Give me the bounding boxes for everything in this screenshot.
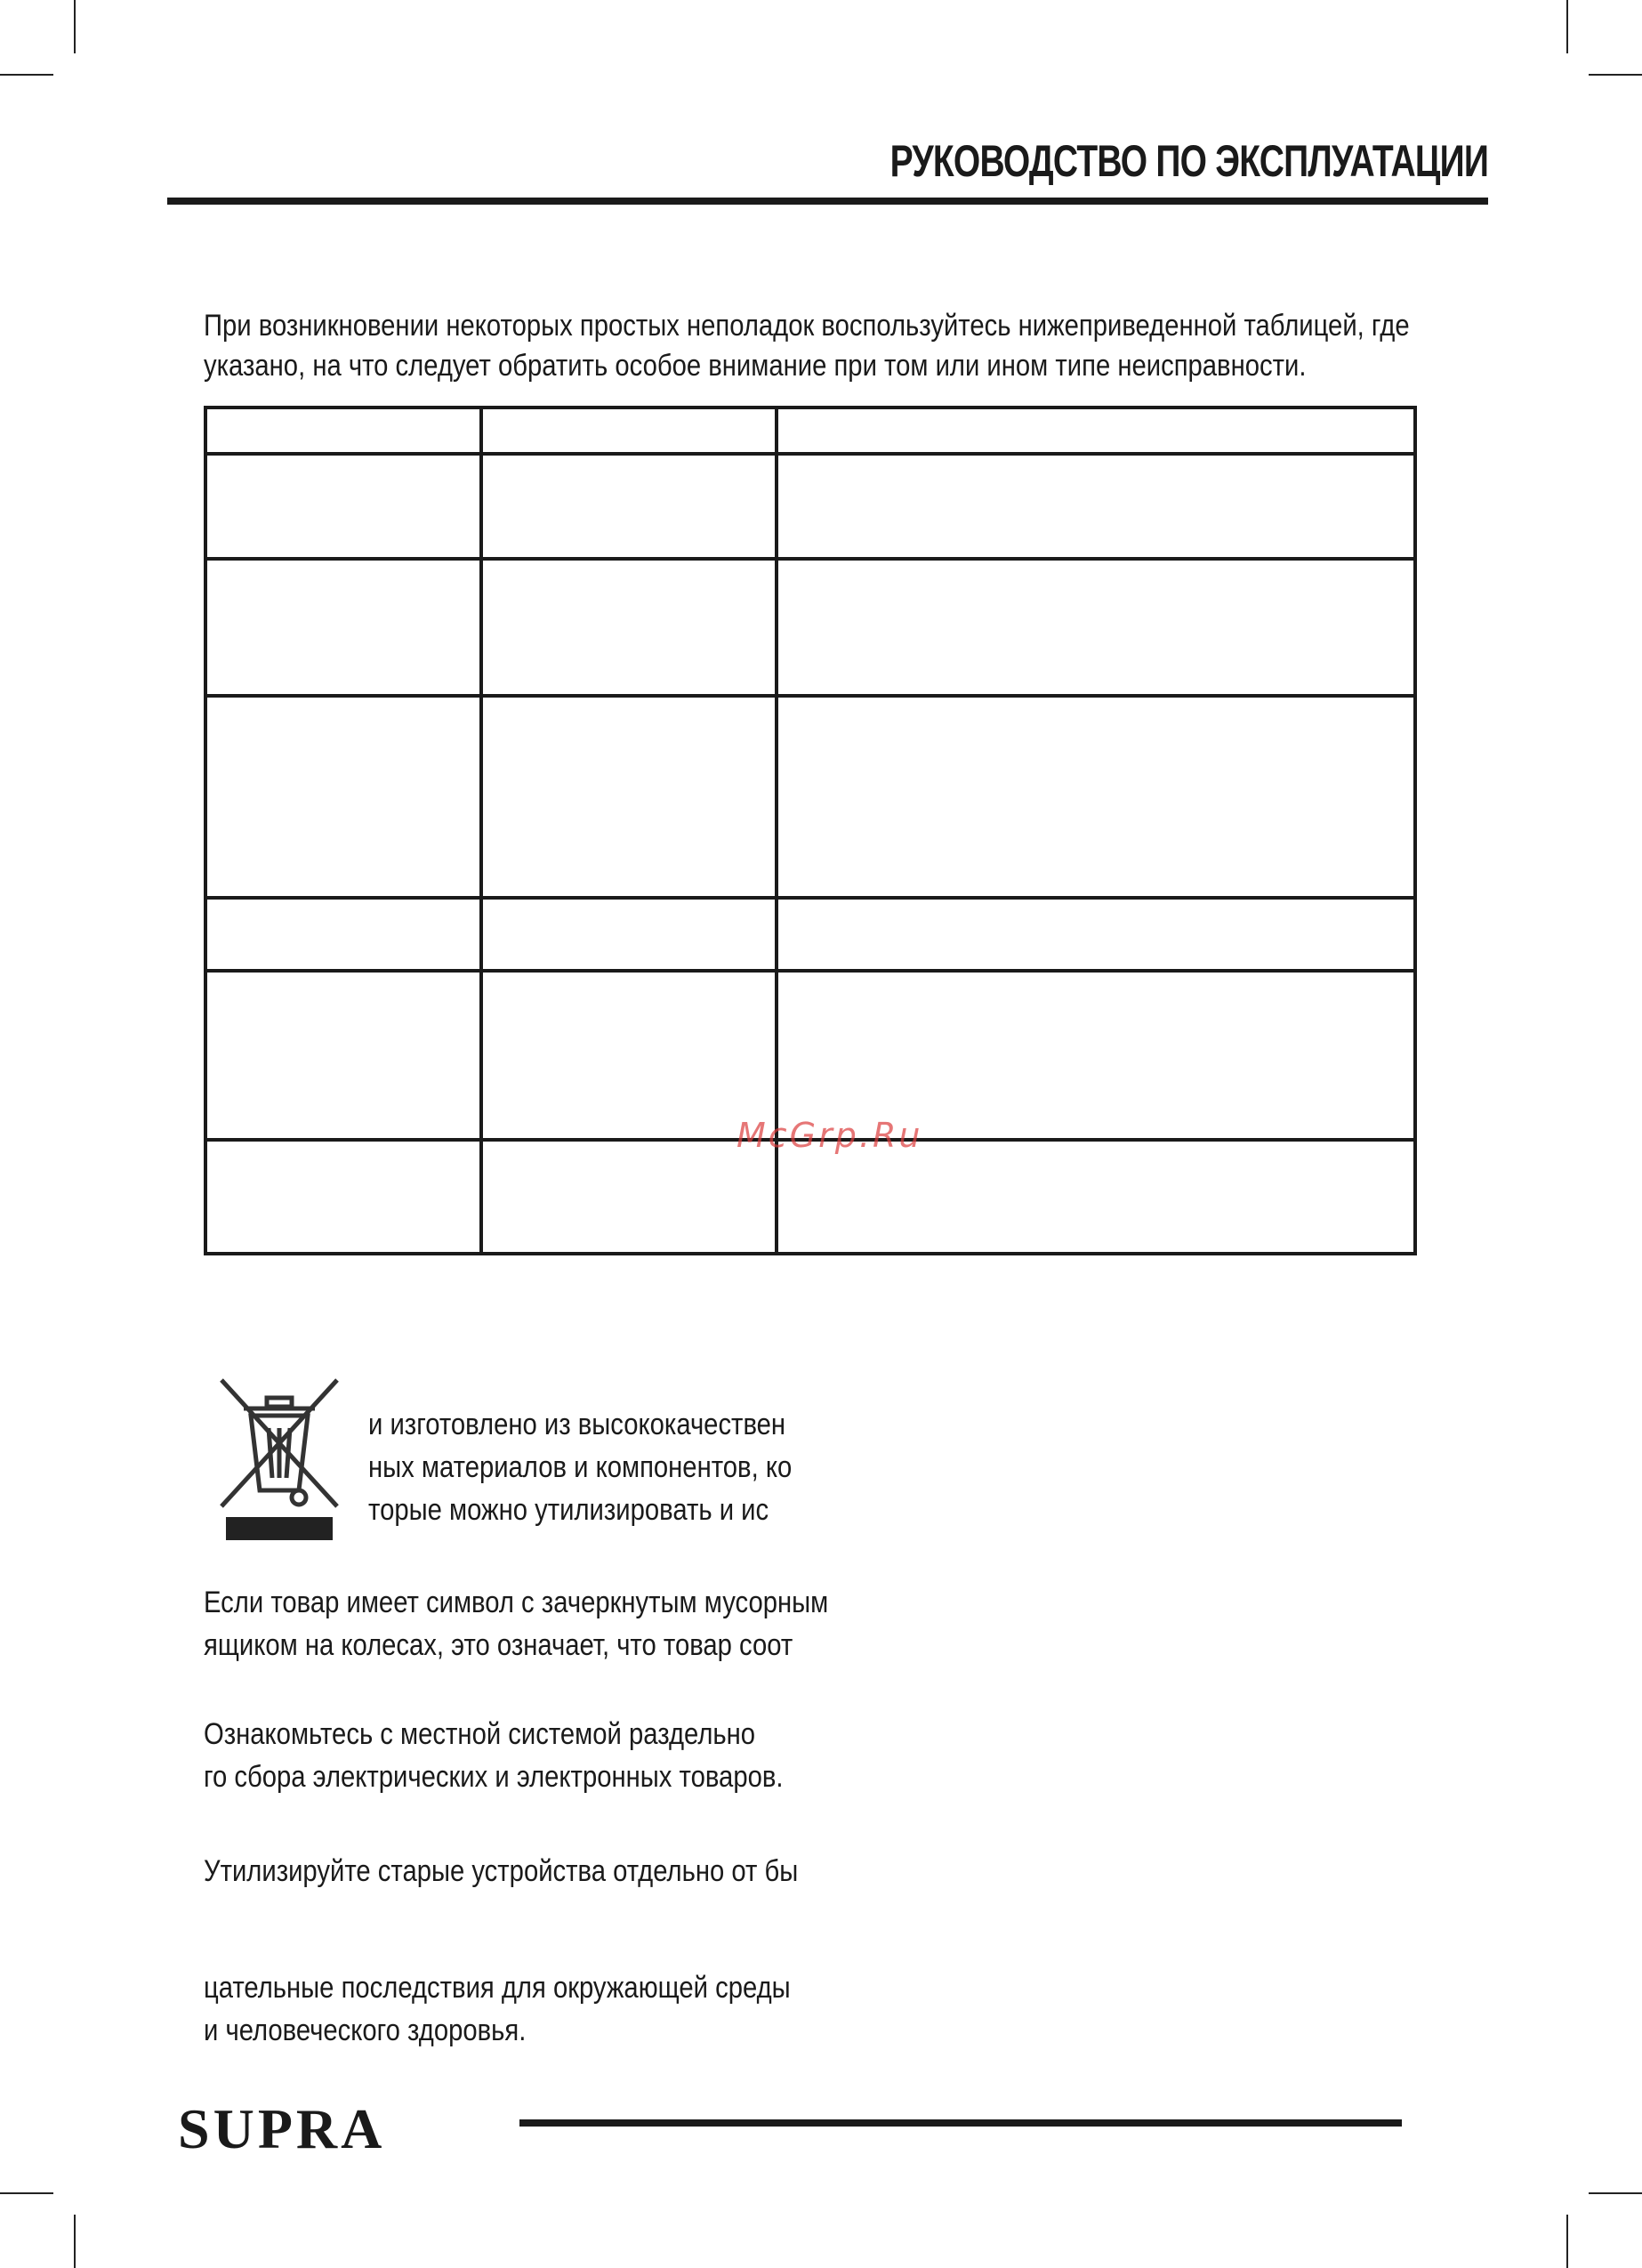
intro-line: указано, на что следует обратить особое внимание при том или ином типе неисправности. bbox=[204, 349, 1307, 383]
text-line: Ознакомьтесь с местной системой раздельно bbox=[204, 1717, 756, 1751]
crop-mark bbox=[1589, 2192, 1642, 2194]
text-line: ных материалов и компонентов, ко bbox=[368, 1450, 793, 1484]
table-cell bbox=[205, 898, 481, 971]
disposal-paragraph-3 bbox=[204, 1850, 809, 1893]
table-cell bbox=[481, 971, 777, 1140]
crop-mark bbox=[1589, 74, 1642, 76]
table-cell bbox=[481, 1140, 777, 1254]
table-row bbox=[205, 559, 1415, 696]
disposal-paragraph-2 bbox=[204, 1713, 809, 1798]
intro-paragraph bbox=[204, 306, 1449, 386]
table-row bbox=[205, 971, 1415, 1140]
crop-mark bbox=[0, 2192, 53, 2194]
text-line: и человеческого здоровья. bbox=[204, 2014, 527, 2047]
table-cell bbox=[205, 971, 481, 1140]
footer-divider bbox=[519, 2119, 1402, 2127]
brand-logo: SUPRA bbox=[178, 2097, 386, 2160]
watermark: McGrp.Ru bbox=[736, 1116, 923, 1155]
header-divider bbox=[167, 198, 1488, 205]
table-cell bbox=[481, 696, 777, 898]
text-line: Если товар имеет символ с зачеркнутым мусорным bbox=[204, 1586, 829, 1619]
table-row bbox=[205, 454, 1415, 559]
table-header-row bbox=[205, 408, 1415, 454]
text-line: и изготовлено из высококачествен bbox=[368, 1408, 786, 1441]
text-line: цательные последствия для окружающей среды bbox=[204, 1971, 791, 2005]
crossed-out-wheelie-bin-icon bbox=[217, 1373, 342, 1551]
page-title: РУКОВОДСТВО ПО ЭКСПЛУАТАЦИИ bbox=[889, 136, 1488, 186]
table-cell bbox=[205, 454, 481, 559]
table-row bbox=[205, 1140, 1415, 1254]
disposal-icon-text bbox=[368, 1403, 795, 1531]
text-line: Утилизируйте старые устройства отдельно от бы bbox=[204, 1854, 799, 1888]
table-cell bbox=[205, 559, 481, 696]
table-row bbox=[205, 898, 1415, 971]
table-cell bbox=[777, 971, 1415, 1140]
text-line: ящиком на колесах, это означает, что товар соот bbox=[204, 1628, 793, 1662]
table-cell bbox=[205, 1140, 481, 1254]
table-row bbox=[205, 696, 1415, 898]
table-cell bbox=[777, 559, 1415, 696]
table-header-cell bbox=[205, 408, 481, 454]
crop-mark bbox=[74, 2215, 76, 2268]
crop-mark bbox=[1566, 2215, 1568, 2268]
table-cell bbox=[777, 696, 1415, 898]
crop-mark bbox=[0, 74, 53, 76]
text-line: торые можно утилизировать и ис bbox=[368, 1493, 769, 1527]
table-header-cell bbox=[481, 408, 777, 454]
table-cell bbox=[205, 696, 481, 898]
disposal-paragraph-4 bbox=[204, 1966, 809, 2052]
table-cell bbox=[777, 454, 1415, 559]
table-cell bbox=[481, 454, 777, 559]
table-cell bbox=[481, 898, 777, 971]
table-header-cell bbox=[777, 408, 1415, 454]
disposal-paragraph-1 bbox=[204, 1581, 829, 1667]
table-cell bbox=[777, 1140, 1415, 1254]
crop-mark bbox=[74, 0, 76, 53]
intro-line: При возникновении некоторых простых неполадок воспользуйтесь нижеприведенной таблицей, где bbox=[204, 309, 1410, 343]
text-line: го сбора электрических и электронных товаров. bbox=[204, 1760, 784, 1794]
crop-mark bbox=[1566, 0, 1568, 53]
table-cell bbox=[481, 559, 777, 696]
table-cell bbox=[777, 898, 1415, 971]
